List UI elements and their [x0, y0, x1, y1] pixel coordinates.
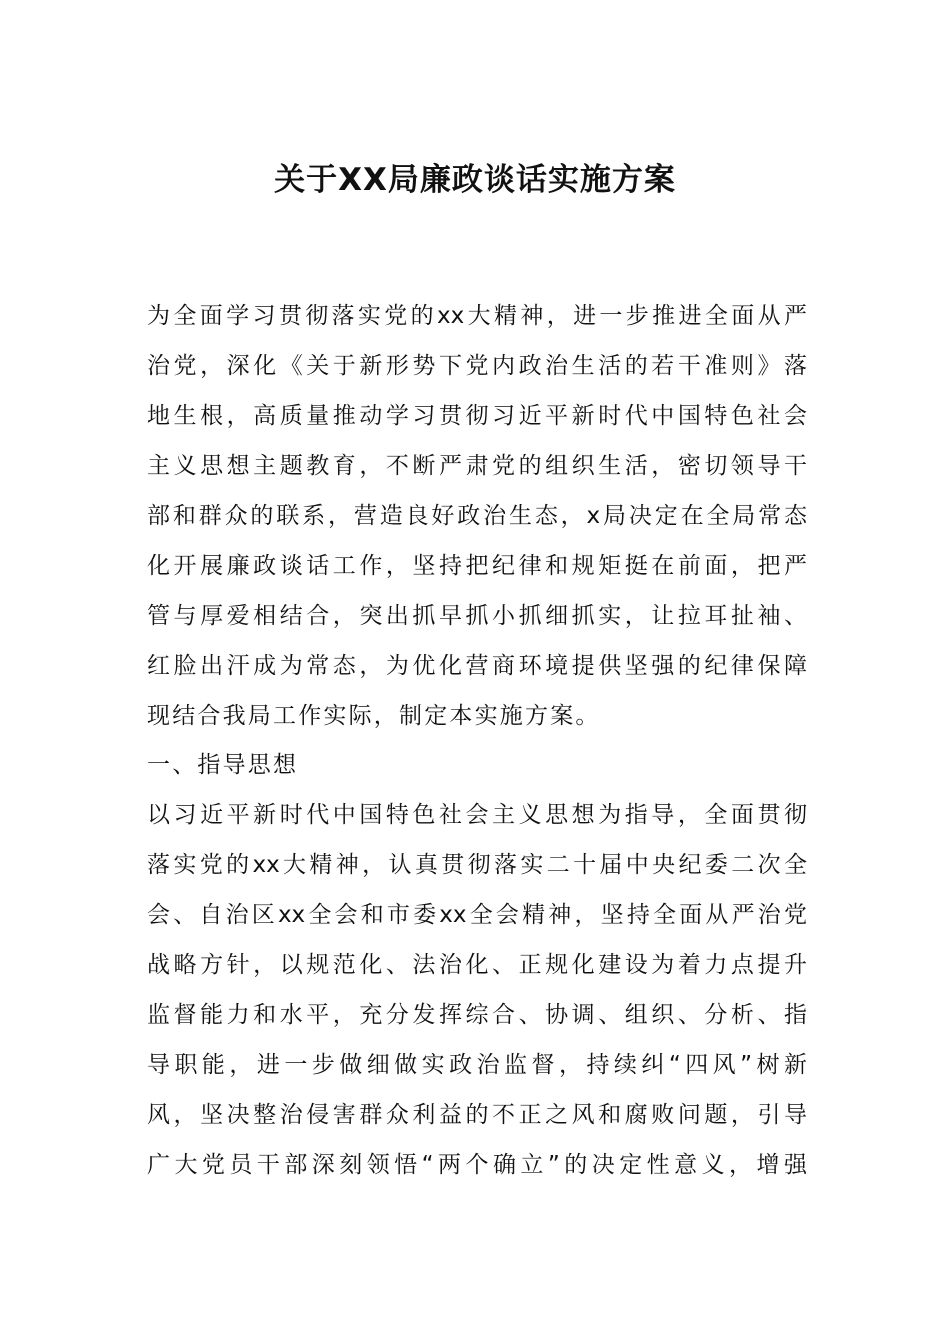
body-line-1: 为全面学习贯彻落实党的xx大精神，进一步推进全面从严 — [147, 303, 807, 329]
body-line-6: 化开展廉政谈话工作，坚持把纪律和规矩挺在前面，把严 — [147, 553, 807, 579]
body-line-12: 落实党的xx大精神，认真贯彻落实二十届中央纪委二次全 — [147, 852, 807, 878]
body-line-4: 主义思想主题教育，不断严肃党的组织生活，密切领导干 — [147, 453, 807, 479]
body-line-8: 红脸出汗成为常态，为优化营商环境提供坚强的纪律保障 — [147, 653, 807, 679]
body-line-5: 部和群众的联系，营造良好政治生态，x局决定在全局常态 — [147, 503, 807, 529]
body-line-3: 地生根，高质量推动学习贯彻习近平新时代中国特色社会 — [147, 403, 807, 429]
body-line-17: 风，坚决整治侵害群众利益的不正之风和腐败问题，引导 — [147, 1102, 807, 1128]
body-line-2: 治党，深化《关于新形势下党内政治生活的若干准则》落 — [147, 353, 807, 379]
body-line-13: 会、自治区xx全会和市委xx全会精神，坚持全面从严治党 — [147, 902, 807, 928]
section-heading-guiding-ideology: 一、指导思想 — [147, 752, 299, 778]
body-line-16: 导职能，进一步做细做实政治监督，持续纠“四风”树新 — [147, 1052, 807, 1078]
body-line-18: 广大党员干部深刻领悟“两个确立”的决定性意义，增强 — [147, 1152, 807, 1178]
document-title: 关于XX局廉政谈话实施方案 — [274, 162, 676, 198]
body-line-11: 以习近平新时代中国特色社会主义思想为指导，全面贯彻 — [147, 802, 807, 828]
body-line-9: 现结合我局工作实际，制定本实施方案。 — [147, 703, 601, 729]
body-line-14: 战略方针，以规范化、法治化、正规化建设为着力点提升 — [147, 952, 807, 978]
body-line-7: 管与厚爱相结合，突出抓早抓小抓细抓实，让拉耳扯袖、 — [147, 603, 807, 629]
body-line-15: 监督能力和水平，充分发挥综合、协调、组织、分析、指 — [147, 1002, 807, 1028]
